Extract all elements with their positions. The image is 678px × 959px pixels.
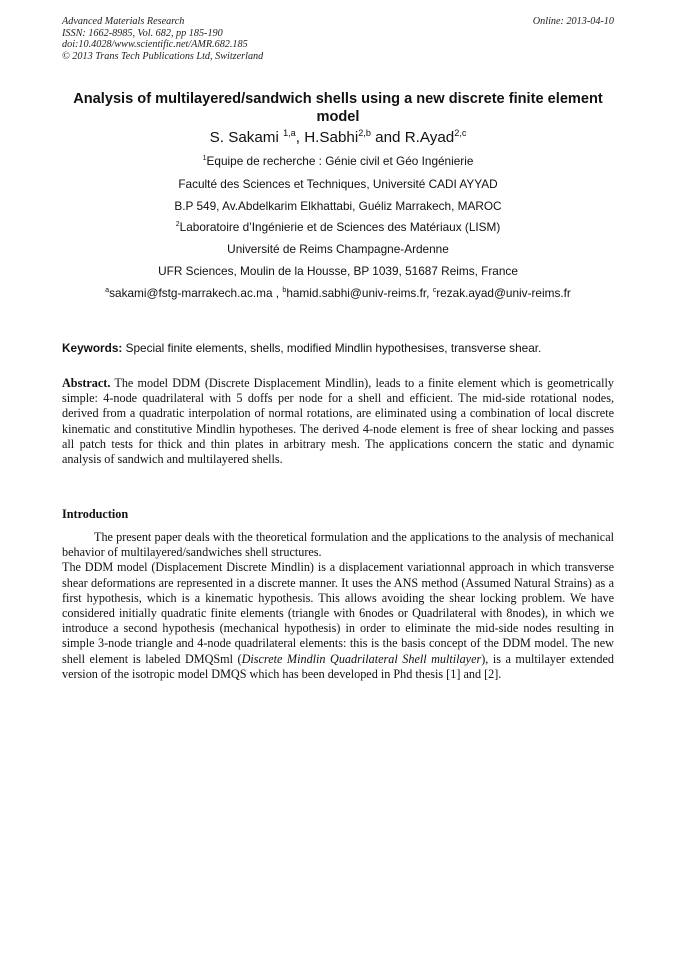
email-link[interactable]: rezak.ayad@univ-reims.fr — [436, 286, 571, 300]
email-sup: c — [432, 286, 437, 295]
paper-title: Analysis of multilayered/sandwich shells using a new discrete finite element model — [73, 91, 603, 125]
author-name: S. Sakami — [209, 129, 284, 146]
paragraph: The present paper deals with the theoretical formulation and the applications to the analysis of mechanical behavior of multilayered/sandwiches shell structures. — [62, 530, 614, 560]
journal-name: Advanced Materials Research — [62, 16, 185, 27]
keywords-text: Special finite elements, shells, modified Mindlin hypothesises, transverse shear. — [122, 341, 542, 355]
journal-meta — [62, 16, 263, 62]
affiliation-text: Equipe de recherche : Génie civil et Géo Ingénierie — [206, 154, 474, 168]
email-separator: , — [426, 286, 433, 300]
online-date: Online: 2013-04-10 — [532, 16, 614, 27]
affiliation-line: Université de Reims Champagne-Ardenne — [227, 242, 449, 256]
abstract-label: Abstract. — [62, 376, 111, 390]
issn: ISSN: 1662-8985, Vol. 682, pp 185-190 — [62, 27, 223, 39]
paragraph-text: ), is a multilayer extended version of the isotropic model DMQS which has been developed in Phd thesis [1] and [2]. — [62, 651, 614, 681]
affiliation-line: Faculté des Sciences et Techniques, Université CADI AYYAD — [178, 177, 498, 191]
affiliation-line: B.P 549, Av.Abdelkarim Elkhattabi, Guéliz Marrakech, MAROC — [174, 199, 502, 213]
affiliation-sup: 2 — [175, 220, 180, 229]
email-sup: a — [105, 286, 110, 295]
author-separator: , — [295, 129, 305, 146]
keywords-label: Keywords: — [62, 341, 123, 355]
introduction-body — [62, 530, 614, 682]
paragraph-text: The DDM model (Displacement Discrete Mindlin) is a displacement variationnal approach in which transverse shear deformations are represented in a discrete manner. It uses the ANS method (Assumed Natural Strains) as a first hypothesis, which is a kinematic hypothesis. This allows avoiding the shear locking problem. We have considered initially quadratic finite elements (triangle with 6nodes or Quadrilateral with 8nodes), in which we introduce a second hypothesis (mechanical hypothesis) in order to eliminate the mid-side nodes resulting in simple 3-node triangle and 4-node quadrilateral elements: this is the basis concept of the DDM model. The new shell element is labeled DMQSml ( — [62, 560, 614, 666]
author-name: R.Ayad — [404, 129, 455, 146]
affiliation-sup: 1 — [202, 154, 207, 163]
copyright: © 2013 Trans Tech Publications Ltd, Switzerland — [62, 50, 264, 62]
author-sup: 2,c — [454, 127, 467, 138]
paragraph — [62, 560, 614, 682]
doi: doi:10.4028/www.scientific.net/AMR.682.185 — [62, 39, 248, 51]
affiliation-line: UFR Sciences, Moulin de la Housse, BP 1039, 51687 Reims, France — [158, 264, 518, 278]
paragraph-italic: Discrete Mindlin Quadrilateral Shell multilayer — [241, 651, 482, 666]
author-sup: 1,a — [283, 127, 296, 138]
author-separator: and — [370, 129, 405, 146]
email-sup: b — [282, 286, 287, 295]
section-heading-introduction: Introduction — [62, 507, 129, 521]
author-sup: 2,b — [358, 127, 371, 138]
affiliation-line — [62, 220, 614, 234]
affiliation-text: Laboratoire d’Ingénierie et de Sciences des Matériaux (LISM) — [179, 220, 501, 234]
author-list — [62, 129, 614, 147]
email-separator: , — [272, 286, 283, 300]
email-link[interactable]: hamid.sabhi@univ-reims.fr — [286, 286, 427, 300]
abstract — [62, 376, 614, 467]
abstract-text: The model DDM (Discrete Displacement Mindlin), leads to a finite element which is geometrically simple: 4-node quadrilateral with 5 doffs per node for a shell and efficient. The mid-side rotational nodes, derived from a quadratic interpolation of normal rotations, are eliminated using a combination of local discrete kinematic and constitutive Mindlin hypotheses. The derived 4-node element is free of shear locking and passes all patch tests for thick and thin plates in arbitrary mesh. The applications concern the static and dynamic analysis of sandwich and multilayered shells. — [62, 376, 614, 467]
keywords — [62, 341, 614, 355]
author-name: H.Sabhi — [304, 129, 359, 146]
email-line — [62, 286, 614, 300]
email-link[interactable]: sakami@fstg-marrakech.ac.ma — [109, 286, 273, 300]
affiliation-line — [62, 154, 614, 168]
